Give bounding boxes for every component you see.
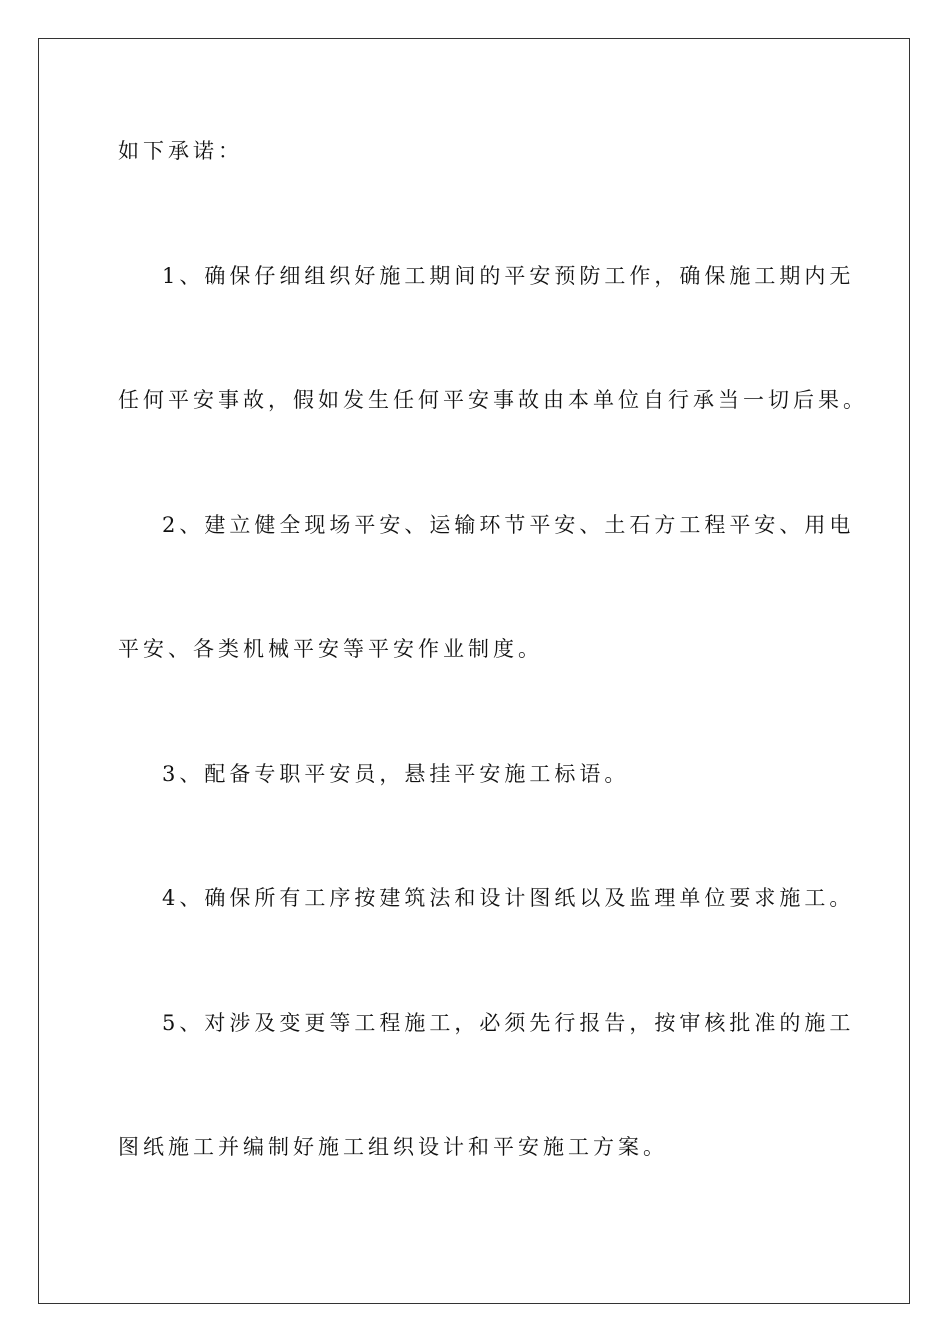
item-3-line: 3、配备专职平安员，悬挂平安施工标语。 bbox=[162, 762, 630, 786]
item-2-line-1: 2、建立健全现场平安、运输环节平安、土石方工程平安、用电 bbox=[162, 513, 855, 537]
item-5-line-2: 图纸施工并编制好施工组织设计和平安施工方案。 bbox=[118, 1135, 668, 1159]
item-1-line-2: 任何平安事故，假如发生任何平安事故由本单位自行承当一切后果。 bbox=[118, 388, 868, 412]
intro-line: 如下承诺： bbox=[118, 139, 243, 163]
item-4-line: 4、确保所有工序按建筑法和设计图纸以及监理单位要求施工。 bbox=[162, 886, 855, 910]
item-2-line-2: 平安、各类机械平安等平安作业制度。 bbox=[118, 637, 543, 661]
page-border bbox=[38, 38, 910, 1304]
item-5-line-1: 5、对涉及变更等工程施工，必须先行报告，按审核批准的施工 bbox=[162, 1011, 855, 1035]
item-1-line-1: 1、确保仔细组织好施工期间的平安预防工作，确保施工期内无 bbox=[162, 264, 855, 288]
